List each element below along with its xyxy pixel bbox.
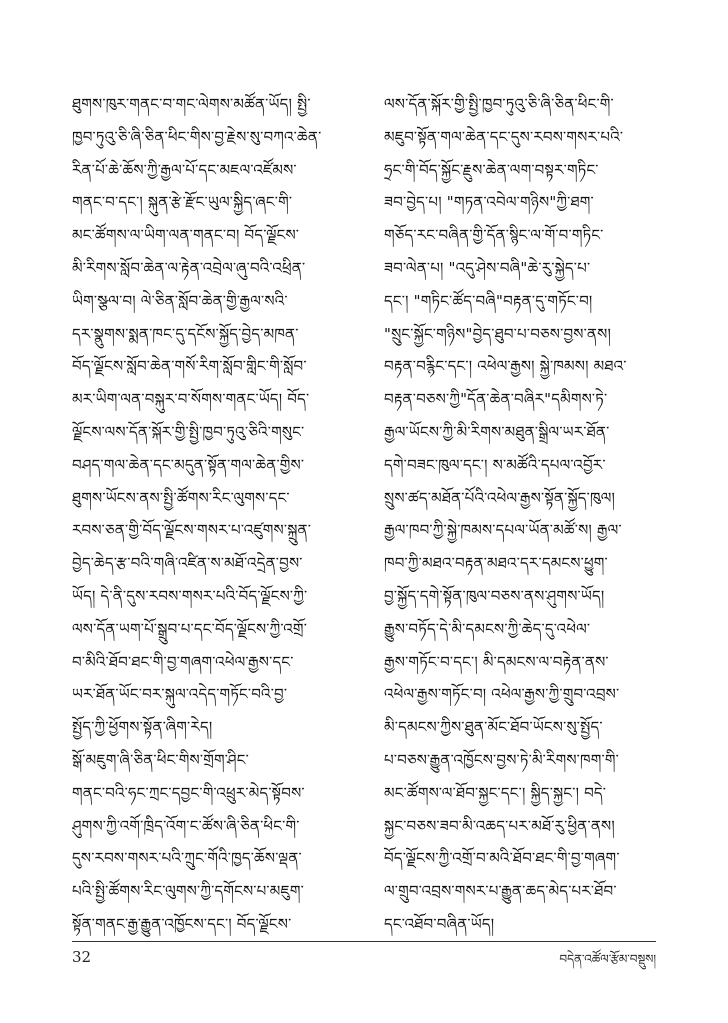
text-line: པ་བཅས་རྒྱུན་འཁྱོངས་བྱས་ཏེ་མི་རིགས་ཁག་གི་ [384, 750, 619, 769]
text-line: དར་སྣུགས་སྨན་ཁང་དུ་དངོས་སྐྱོད་བྱེད་མཁན་ [72, 324, 299, 343]
text-line: རྒྱུས་བཏོད་དེ་མི་དམངས་ཀྱི་ཆེད་དུ་འཕེལ་ [384, 619, 591, 638]
text-line: ཡར་ཐོན་ཡོང་བར་སྐུལ་འདེད་གཏོང་བའི་བྱ་ [72, 685, 288, 704]
text-line: མང་ཚོགས་ལ་ཐོབ་སྐྱང་དང་། སྐྱིད་སྐྱང་། བདེ་ [384, 783, 607, 802]
left-text-column [72, 88, 362, 941]
text-line: རྒྱལ་ཁབ་ཀྱི་སྐྱེ་ཁམས་དཔལ་ཡོན་མཚོ་ས། རྒྱལ་ [384, 521, 622, 540]
right-text-column [384, 88, 674, 941]
text-line: རྒྱལ་ཡོངས་ཀྱི་མི་རིགས་མཐུན་སྒྲིལ་ཡར་ཐོན་ [384, 422, 610, 441]
text-line: གནང་བ་དང་། སྐུན་རྩེ་རྫོང་ཡུལ་སྐྱིད་ཞང་གི་ [72, 193, 293, 212]
text-line: འཕེལ་རྒྱས་གཏོང་བ། འཕེལ་རྒྱས་ཀྱི་གྲུབ་འབྲས་ [384, 685, 620, 704]
text-line: "སྲུང་སྐྱོང་གཉིས"བྱེད་ཐུབ་པ་བཅས་བྱས་ནས། [384, 324, 611, 343]
text-line: ལ་གྲུབ་འབྲས་གསར་པ་རྒྱུན་ཆད་མེད་པར་ཐོབ་ [384, 882, 617, 901]
text-line: མི་རིགས་སློབ་ཆེན་ལ་རྟེན་འབྲེལ་ཞུ་བའི་འཕྲིན་ [72, 258, 306, 277]
text-line: ཐུགས་ཁུར་གནང་བ་གང་ལེགས་མཚོན་ཡོད། སྤྱི་ [72, 95, 311, 113]
text-line: མར་ཡིག་ལན་བསྐུར་བ་སོགས་གནང་ཡོད། བོད་ [72, 390, 310, 409]
text-line: རིན་པོ་ཆེ་ཆོས་ཀྱི་རྒྱལ་པོ་དང་མཇལ་འཛོམས་ [72, 160, 297, 179]
text-line: གནང་བའི་ཧང་ཀྲང་དབྱང་གི་འཕྲུར་མེད་སྟོབས་ [72, 783, 305, 802]
text-line: སྐྱང་བཅས་ཟབ་མི་འཆད་པར་མཐོ་རུ་ཕྱིན་ནས། [384, 816, 615, 835]
text-line: སྟོན་གནང་རྒྱ་རྒྱུན་འཁྱོངས་དང་། བོད་ལྗོངས་ [72, 914, 292, 933]
text-line: བོད་ལྗོངས་སློབ་ཆེན་གསོ་རིག་སློབ་གླིང་གི་སློབ་ [72, 357, 307, 376]
text-line: དང་། "གཏིང་ཚོད་བཞི"བརྟན་དུ་གཏོང་བ། [384, 291, 593, 310]
page-number: 32 [72, 948, 92, 966]
text-line: ལྗོངས་ལས་དོན་སྐོར་གྱི་སྤྱི་ཁྱབ་ཏུའུ་ཅིའི་གསུང་ [72, 422, 305, 441]
text-line: རབས་ཅན་གྱི་བོད་ལྗོངས་གསར་པ་འཛུགས་སྐྲུན་ [72, 521, 312, 540]
text-line: ཟབ་བྱེད་པ། "གཏན་འབེལ་གཉིས"ཀྱི་ཐག་ [384, 193, 594, 212]
text-line: ཐུགས་ཡོངས་ནས་སྤྱི་ཚོགས་རིང་ལུགས་དང་ [72, 488, 290, 507]
text-line: རྒྱས་གཏོང་བ་དང་། མི་དམངས་ལ་བརྟེན་ནས་ [384, 652, 609, 671]
footer-rule [72, 941, 656, 942]
text-line: མཇུབ་སྟོན་གལ་ཆེན་དང་དུས་རབས་གསར་པའི་ [384, 127, 624, 146]
text-line: ཁྱབ་ཏུའུ་ཅི་ཞི་ཅིན་ཕིང་གིས་བྱ་རྗེས་སུ་བཀའ་ཆེན་ [72, 127, 322, 146]
text-line: བརྟན་བརྙིང་དང་། འཕེལ་རྒྱས། སྐྱེ་ཁམས། མཐའ་ [384, 357, 627, 376]
running-footer-title: བདེན་འཚོལ་རྩོམ་བསྡུས། [559, 952, 656, 966]
text-line: སྒོ་མཇུག་ཞི་ཅིན་ཕིང་གིས་གྲོག་ཤིང་ [72, 750, 249, 769]
text-line: དགེ་བཟང་ཁུལ་དང་། ས་མཚོའི་དཔལ་འབྱོར་ [384, 455, 606, 474]
text-line: དང་འཐོབ་བཞིན་ཡོད། [384, 914, 495, 933]
text-line: མི་དམངས་ཀྱིས་ཐུན་མོང་ཐོབ་ཡོངས་སུ་སྤྱོད་ [384, 718, 603, 737]
text-line: གཅོད་རང་བཞིན་གྱི་དོན་སྙིང་ལ་གོ་བ་གཏིང་ [384, 226, 604, 245]
text-line: ཟབ་ལེན་པ། "འདུ་ཤེས་བཞི"ཆེ་རུ་སྐྱེད་པ་ [384, 258, 591, 277]
text-line: ཡིག་སྩལ་བ། ལེ་ཅིན་སློབ་ཆེན་གྱི་རྒྱལ་སའི་ [72, 291, 288, 310]
text-line: བཤད་གལ་ཆེན་དང་མདུན་སྟོན་གལ་ཆེན་གྱིས་ [72, 455, 305, 474]
text-line: ཧྲང་གི་བོད་སྐྱོང་རྗུས་ཆེན་ལག་བསྟར་གཏིང་ [384, 160, 599, 179]
text-line: བརྟན་བཅས་ཀྱི"དོན་ཆེན་བཞིར"དམིགས་ཏེ་ [384, 390, 608, 409]
text-line: དུས་རབས་གསར་པའི་ཀྲུང་གོའི་ཁྱད་ཆོས་ལྡན་ [72, 849, 302, 868]
text-line: ལས་དོན་སྐོར་གྱི་སྤྱི་ཁྱབ་ཏུའུ་ཅི་ཞི་ཅིན་ཕིང་གི་ [384, 95, 614, 113]
text-line: མང་ཚོགས་ལ་ཡིག་ལན་གནང་བ། བོད་ལྗོངས་ [72, 226, 300, 245]
text-line: པའི་སྤྱི་ཚོགས་རིང་ལུགས་ཀྱི་དགོངས་པ་མཇུག་ [72, 882, 304, 901]
text-line: སྲུས་ཚད་མཐོན་པོའི་འཕེལ་རྒྱས་སྟོན་སྐྱོད་ཁུལ། [384, 488, 616, 507]
text-line: བོད་ལྗོངས་ཀྱི་འགྲོ་བ་མའི་ཐོབ་ཐང་གི་བྱ་གཞག་ [384, 849, 620, 868]
text-line: སྤྱོད་ཀྱི་ཕྱོགས་སྟོན་ཞིག་རེད། [72, 718, 213, 737]
text-line: ཁབ་ཀྱི་མཐའ་བརྟན་མཐའ་དར་དམངས་ཕྱུག་ [384, 554, 608, 573]
text-line: ཤུགས་ཀྱི་འགོ་ཁྲིད་འོག་ང་ཚོས་ཞི་ཅིན་ཕིང་གི་ [72, 816, 300, 835]
text-line: ཡོད། དེ་ནི་དུས་རབས་གསར་པའི་བོད་ལྗོངས་ཀྱི་ [72, 586, 308, 605]
text-line: ལས་དོན་ཡག་པོ་སྒྲུབ་པ་དང་བོད་ལྗོངས་ཀྱི་འགྲོ་ [72, 619, 308, 638]
text-line: བ་མིའི་ཐོབ་ཐང་གི་བྱ་གཞག་འཕེལ་རྒྱས་དང་ [72, 652, 294, 671]
text-line: བྱ་སྐྱོད་དགེ་སྟོན་ཁུལ་བཅས་ནས་ཤུགས་ཡོད། [384, 586, 605, 605]
text-line: བྱེད་ཆེད་རྩ་བའི་གཞི་འཛིན་ས་མཐོ་འདྲེན་བྱས་ [72, 554, 303, 573]
